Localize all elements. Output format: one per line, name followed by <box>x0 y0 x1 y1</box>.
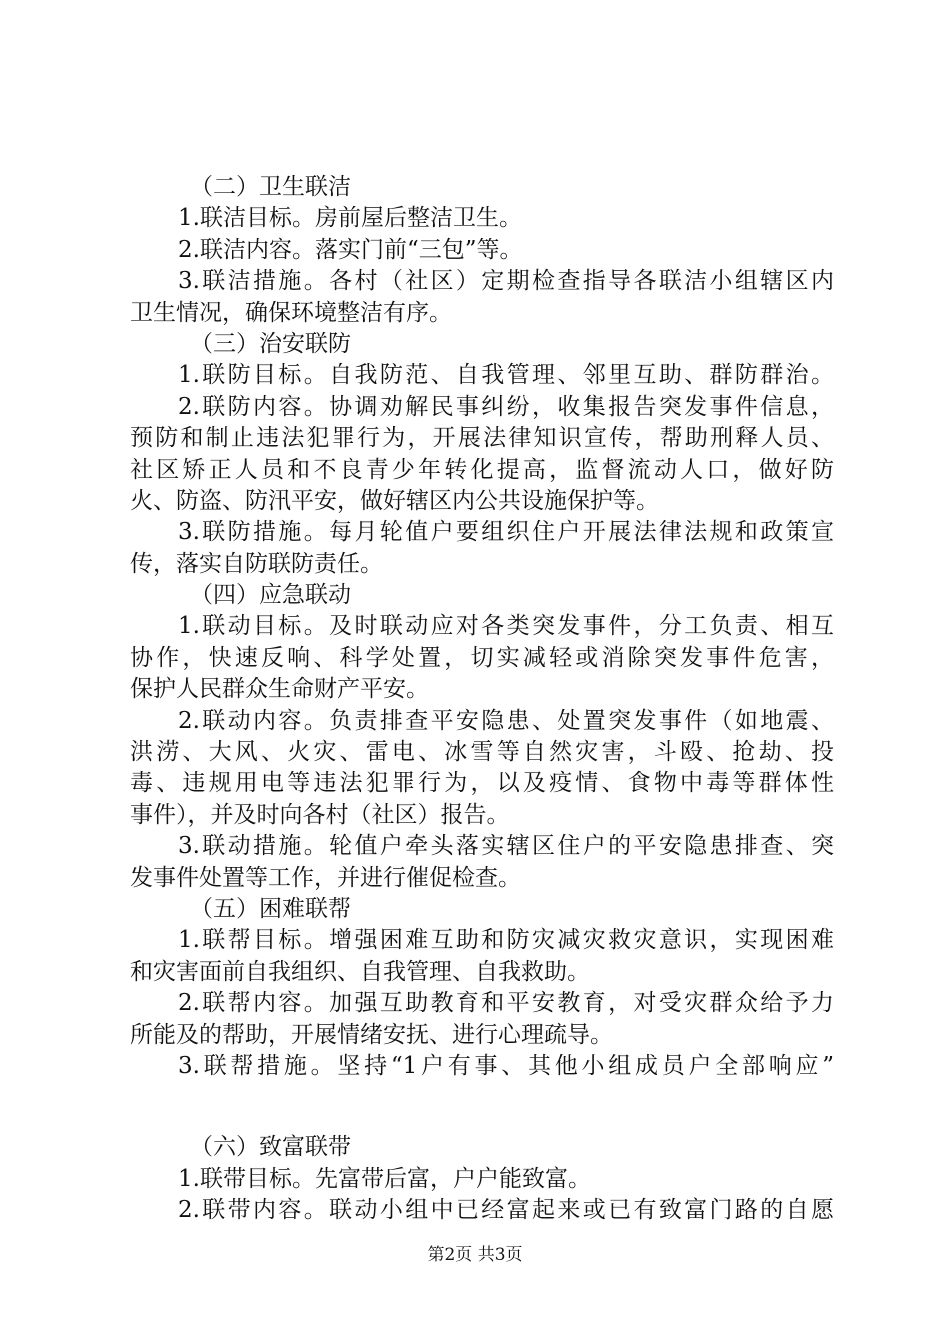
paragraph-line: 3.联防措施。每月轮值户要组织住户开展法律法规和政策宣 <box>178 519 834 546</box>
paragraph-line: 1.联防目标。自我防范、自我管理、邻里互助、群防群治。 <box>178 362 834 389</box>
paragraph-line: 2.联帮内容。加强互助教育和平安教育，对受灾群众给予力 <box>178 990 834 1017</box>
section-heading: （二）卫生联洁 <box>190 174 351 200</box>
section-heading: （三）治安联防 <box>190 330 351 357</box>
page-number: 第2页 共3页 <box>427 1245 523 1265</box>
paragraph-line: 社区矫正人员和不良青少年转化提高，监督流动人口，做好防 <box>130 456 834 483</box>
paragraph-line: 预防和制止违法犯罪行为，开展法律知识宣传，帮助刑释人员、 <box>130 425 834 452</box>
paragraph-line: 传，落实自防联防责任。 <box>130 550 383 577</box>
paragraph-line: 3.联帮措施。坚持“1户有事、其他小组成员户全部响应” <box>178 1052 834 1079</box>
paragraph-line: 火、防盗、防汛平安，做好辖区内公共设施保护等。 <box>130 487 659 514</box>
paragraph-line: 1.联动目标。及时联动应对各类突发事件，分工负责、相互 <box>178 613 834 640</box>
document-body <box>130 172 834 1227</box>
paragraph-line: 2.联动内容。负责排查平安隐患、处置突发事件（如地震、 <box>178 707 834 734</box>
paragraph-line: 2.联防内容。协调劝解民事纠纷，收集报告突发事件信息， <box>178 393 834 420</box>
paragraph-line: 毒、违规用电等违法犯罪行为，以及疫情、食物中毒等群体性 <box>130 770 834 797</box>
paragraph-line: 发事件处置等工作，并进行催促检查。 <box>130 864 521 891</box>
paragraph-line: 和灾害面前自我组织、自我管理、自我救助。 <box>130 958 590 985</box>
paragraph-line: 1.联帮目标。增强困难互助和防灾减灾救灾意识，实现困难 <box>178 927 834 954</box>
section-heading: （四）应急联动 <box>190 582 351 609</box>
paragraph-line: 洪涝、大风、火灾、雷电、冰雪等自然灾害，斗殴、抢劫、投 <box>130 739 834 766</box>
paragraph-line: 3.联动措施。轮值户牵头落实辖区住户的平安隐患排查、突 <box>178 833 834 860</box>
paragraph-line: 1.联带目标。先富带后富，户户能致富。 <box>178 1165 591 1192</box>
blank-gap <box>130 1082 834 1132</box>
paragraph-line: 2.联洁内容。落实门前“三包”等。 <box>178 236 523 263</box>
paragraph-line: 3.联洁措施。各村（社区）定期检查指导各联洁小组辖区内 <box>178 268 834 295</box>
section-heading: （五）困难联帮 <box>190 895 351 922</box>
paragraph-line: 卫生情况，确保环境整洁有序。 <box>130 299 452 326</box>
section-heading: （六）致富联带 <box>190 1134 351 1161</box>
paragraph-line: 1.联洁目标。房前屋后整洁卫生。 <box>178 205 522 232</box>
paragraph-line: 保护人民群众生命财产平安。 <box>130 676 429 703</box>
paragraph-line: 事件），并及时向各村（社区）报告。 <box>130 801 510 828</box>
paragraph-line: 协作，快速反响、科学处置，切实减轻或消除突发事件危害， <box>130 644 834 671</box>
paragraph-line: 所能及的帮助，开展情绪安抚、进行心理疏导。 <box>130 1021 613 1048</box>
paragraph-line: 2.联带内容。联动小组中已经富起来或已有致富门路的自愿 <box>178 1197 834 1224</box>
